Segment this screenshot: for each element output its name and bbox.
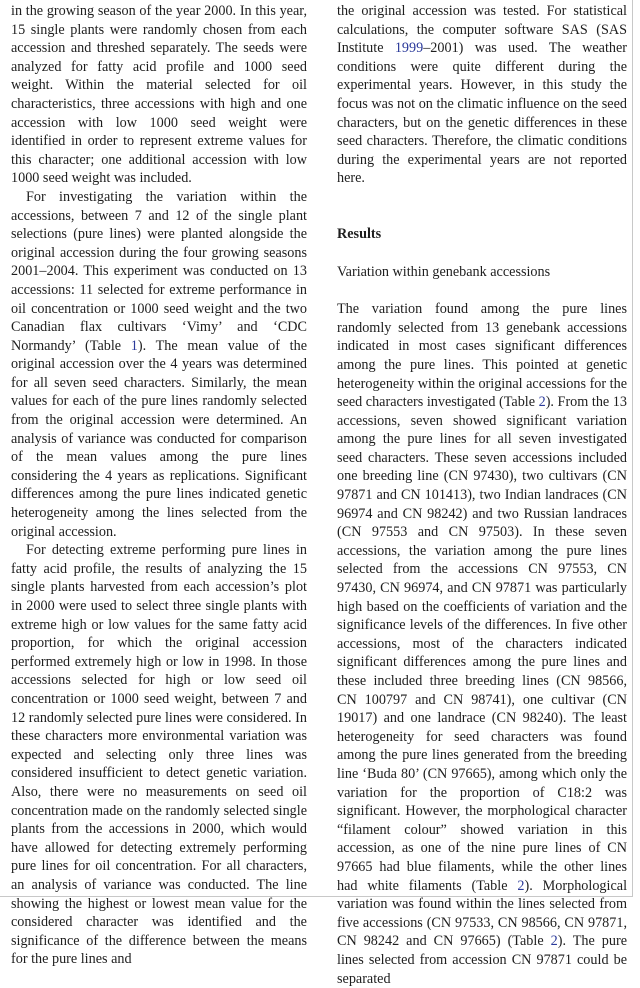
results-text-1: The variation found among the pure lines randomly selected from 13 genebank accessions indicated in most cases significant differences among the pure lines. This pointed at genetic heterogeneity within the original accessions for the seed characters investigated (Table <box>337 301 627 411</box>
results-text-3: ). Morphological variation was found within the lines selected from five accessions (CN 97533, CN 98566, CN 97871, CN 98242 and CN 97665) (Table <box>337 877 628 950</box>
methods-text-a: the original accession was tested. For statistical calculations, the computer software SAS (SAS Institute <box>337 3 627 57</box>
section-heading-results: Results <box>337 225 382 242</box>
methods-text-b: –2001) was used. The weather conditions were quite different during the experimental years. However, in this study the focus was not on the climatic influence on the seed characters, but on the genetic differences in these seed characters. Therefore, the climatic conditions during the experimental years are not reported here. <box>337 40 627 187</box>
table-2-reference-link[interactable]: 2 <box>550 933 558 950</box>
table-2-reference-link[interactable]: 2 <box>517 877 525 894</box>
spacer <box>337 244 627 263</box>
sas-1999-reference-link[interactable]: 1999 <box>394 40 424 57</box>
results-text-4: ). The pure lines selected from accession CN 97871 could be separated <box>337 933 628 987</box>
left-column <box>11 2 307 969</box>
paragraph-1: in the growing season of the year 2000. In this year, 15 single plants were randomly chosen from each accession and threshed separately. The seeds were analyzed for fatty acid profile and 1000 seed weight. Within the material selected for oil characteristics, three accessions with high and one accession with low 1000 seed weight were identified in order to represent extreme values for this character; one additional accession with low 1000 seed weight was included. <box>11 3 307 187</box>
table-1-reference-link[interactable]: 1 <box>130 337 138 354</box>
paragraph-2-text-a: For investigating the variation within the accessions, between 7 and 12 of the single plant selections (pure lines) were planted alongside the original accession during the four growing seasons 2001–2004. This experiment was conducted on 13 accessions: 11 selected for extreme performance in oil concentration or 1000 seed weight and the two Canadian flax cultivars ‘Vimy’ and ‘CDC Normandy’ (Table <box>11 188 307 354</box>
paragraph-2 <box>11 188 307 541</box>
table-2-reference-link[interactable]: 2 <box>538 394 546 411</box>
paragraph-3: For detecting extreme performing pure lines in fatty acid profile, the results of analyzing the 15 single plants harvested from each accession’s plot in 2000 were used to select three single plants with extreme high or low values for the same fatty acid proportion, for which the original accession performed extremely high or low in 1998. In those accessions selected for high or low seed oil concentration or 1000 seed weight, between 7 and 12 randomly selected pure lines were considered. In these characters more environmental variation was expected and selecting only three lines was considered insufficient to detect genetic variation. Also, there were no measurements on seed oil concentration made on the randomly selected single plants from the accessions in 2000, which would have allowed for detecting extremely performing pure lines for oil concentration. For all characters, an analysis of variance was conducted. The line showing the highest or lowest mean value for the considered character was identified and the significance of the difference between the means for the pure lines and <box>11 542 307 968</box>
methods-continuation-paragraph <box>337 2 627 188</box>
spacer <box>337 188 627 225</box>
subsection-heading: Variation within genebank accessions <box>337 263 551 280</box>
right-column <box>337 2 627 988</box>
paragraph-2-text-b: ). The mean value of the original accession over the 4 years was determined for all seven seed characters. Similarly, the mean values for each of the pure lines randomly selected from the original accession were determined. An analysis of variance was conducted for comparison of the mean values among the pure lines considering the 4 years as replications. Significant differences among the pure lines indicated genetic heterogeneity among the lines selected from the original accession. <box>11 337 307 540</box>
results-paragraph <box>337 300 627 988</box>
results-text-2: ). From the 13 accessions, seven showed significant variation among the pure lines for all seven investigated seed characters. These seven accessions included one breeding line (CN 97430), two cultivars (CN 97871 and CN 101413), two Indian landraces (CN 96974 and CN 98242) and two Russian landraces (CN 97553 and CN 97503). In these seven accessions, the variation among the pure lines selected from the accessions CN 97553, CN 97430, CN 96974, and CN 97871 was particularly high based on the coefficients of variation and the significance levels of the differences. In five other accessions, most of the characters indicated significant differences among the pure lines and these included three breeding lines (CN 98566, CN 100797 and CN 98741), one cultivar (CN 19017) and one landrace (CN 98240). The least heterogeneity for seed characters was found among the pure lines generated from the breeding line ‘Buda 80’ (CN 97665), among which only the variation for the proportion of C18:2 was significant. However, the morphological character “filament colour” showed variation in this accession, as one of the nine pure lines of CN 97665 had blue filaments, while the other lines had white filaments (Table <box>337 394 627 894</box>
spacer <box>337 281 627 300</box>
